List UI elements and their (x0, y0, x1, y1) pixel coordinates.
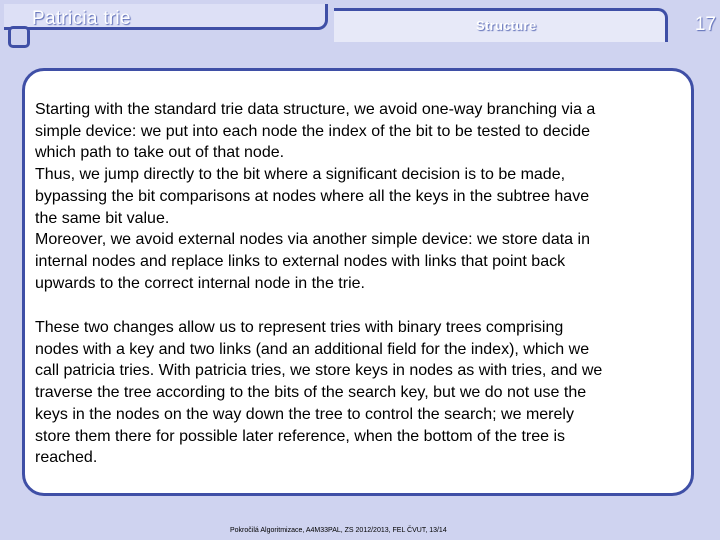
paragraph-1 (35, 99, 685, 294)
text-line: nodes with a key and two links (and an additional field for the index), which we (35, 340, 590, 358)
footer-text: Pokročilá Algoritmizace, A4M33PAL, ZS 2012/2013, FEL ČVUT, 13/14 (230, 527, 447, 534)
text-line: internal nodes and replace links to external nodes with links that point back (35, 252, 566, 270)
text-line: reached. (35, 449, 98, 467)
text-line: Thus, we jump directly to the bit where a significant decision is to be made, (35, 166, 566, 184)
text-line: simple device: we put into each node the index of the bit to be tested to decide (35, 122, 591, 140)
corner-square-decoration (8, 26, 30, 48)
slide-title: Patricia trie (32, 8, 131, 29)
text-line: Moreover, we avoid external nodes via another simple device: we store data in (35, 231, 590, 249)
text-line: bypassing the bit comparisons at nodes where all the keys in the subtree have (35, 187, 590, 205)
text-line: keys in the nodes on the way down the tree to control the search; we merely (35, 405, 574, 423)
text-line: store them there for possible later reference, when the bottom of the tree is (35, 427, 566, 445)
section-label: Structure (476, 18, 537, 33)
text-line: Starting with the standard trie data structure, we avoid one-way branching via a (35, 101, 596, 118)
text-line: which path to take out of that node. (35, 144, 285, 162)
slide-number: 17 (694, 14, 716, 35)
text-line: traverse the tree according to the bits of the search key, but we do not use the (35, 384, 587, 402)
paragraph-2 (35, 317, 685, 469)
text-line: These two changes allow us to represent tries with binary trees comprising (35, 319, 564, 336)
text-line: the same bit value. (35, 209, 170, 227)
text-line: call patricia tries. With patricia tries, we store keys in nodes as with tries, and we (35, 362, 603, 380)
text-line: upwards to the correct internal node in the trie. (35, 274, 365, 292)
